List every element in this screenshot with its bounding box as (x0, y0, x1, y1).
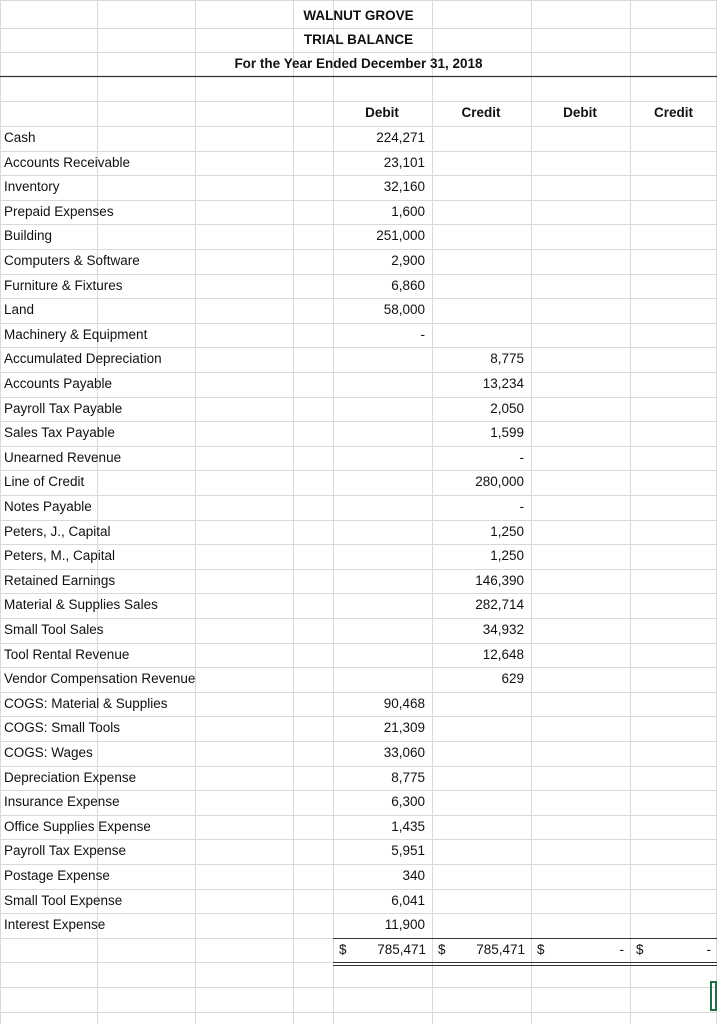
account-name: Unearned Revenue (4, 450, 122, 465)
debit-amount (333, 520, 425, 544)
debit-amount: 1,435 (391, 819, 425, 834)
debit-amount: 21,309 (383, 720, 425, 735)
credit-amount (432, 126, 524, 150)
currency-symbol: $ (537, 942, 545, 957)
account-name: Accumulated Depreciation (4, 351, 162, 366)
credit-amount (432, 889, 524, 913)
account-name: Furniture & Fixtures (4, 278, 123, 293)
total-cell (531, 938, 630, 962)
credit-amount: 282,714 (475, 597, 524, 612)
debit-amount (333, 446, 425, 470)
debit-amount (333, 397, 425, 421)
account-name: Insurance Expense (4, 794, 120, 809)
total-cell (630, 938, 717, 962)
debit-amount: 6,860 (391, 278, 425, 293)
debit-amount: 2,900 (391, 253, 425, 268)
credit-amount: 2,050 (490, 401, 524, 416)
credit-amount (432, 249, 524, 273)
debit-amount: 6,300 (391, 794, 425, 809)
account-name: Sales Tax Payable (4, 425, 115, 440)
account-name: Building (4, 228, 53, 243)
account-name: Cash (4, 130, 36, 145)
debit-amount (333, 618, 425, 642)
account-name: Line of Credit (4, 474, 85, 489)
account-name: Computers & Software (4, 253, 140, 268)
debit-amount (333, 569, 425, 593)
credit-amount (432, 151, 524, 175)
credit-amount: 146,390 (475, 573, 524, 588)
account-name: Retained Earnings (4, 573, 116, 588)
debit-amount: 224,271 (376, 130, 425, 145)
debit-amount (333, 593, 425, 617)
account-name: Land (4, 302, 35, 317)
credit-amount (432, 815, 524, 839)
debit-amount (333, 544, 425, 568)
account-name: Payroll Tax Payable (4, 401, 123, 416)
account-name: Material & Supplies Sales (4, 597, 158, 612)
debit-amount: 6,041 (391, 893, 425, 908)
total-amount: 785,471 (476, 942, 525, 957)
account-name: Small Tool Expense (4, 893, 123, 908)
total-amount: - (706, 942, 711, 957)
account-name: Tool Rental Revenue (4, 647, 130, 662)
account-name: COGS: Small Tools (4, 720, 121, 735)
company-title: WALNUT GROVE (303, 8, 414, 23)
credit-amount (432, 274, 524, 298)
account-name: Payroll Tax Expense (4, 843, 127, 858)
total-cell (333, 938, 432, 962)
account-name: Small Tool Sales (4, 622, 104, 637)
debit-amount: - (420, 327, 425, 342)
total-cell (432, 938, 531, 962)
total-amount: - (619, 942, 624, 957)
debit-amount (333, 667, 425, 691)
total-amount: 785,471 (377, 942, 426, 957)
header-debit-2: Debit (563, 105, 597, 120)
credit-amount: 34,932 (482, 622, 524, 637)
header-debit-1: Debit (365, 105, 399, 120)
debit-amount (333, 495, 425, 519)
debit-amount: 1,600 (391, 204, 425, 219)
credit-amount: 13,234 (482, 376, 524, 391)
account-name: Prepaid Expenses (4, 204, 114, 219)
credit-amount: 8,775 (490, 351, 524, 366)
account-name: COGS: Material & Supplies (4, 696, 168, 711)
debit-amount: 340 (402, 868, 425, 883)
debit-amount: 90,468 (383, 696, 425, 711)
debit-amount (333, 470, 425, 494)
credit-amount: 1,250 (490, 524, 524, 539)
currency-symbol: $ (636, 942, 644, 957)
account-name: Inventory (4, 179, 60, 194)
currency-symbol: $ (438, 942, 446, 957)
report-title: TRIAL BALANCE (303, 32, 414, 47)
account-name: Peters, J., Capital (4, 524, 111, 539)
credit-amount (432, 175, 524, 199)
report-period: For the Year Ended December 31, 2018 (234, 56, 483, 71)
debit-amount (333, 372, 425, 396)
debit-amount (333, 421, 425, 445)
currency-symbol: $ (339, 942, 347, 957)
debit-amount: 33,060 (383, 745, 425, 760)
account-name: Depreciation Expense (4, 770, 137, 785)
credit-amount: 280,000 (475, 474, 524, 489)
debit-amount: 5,951 (391, 843, 425, 858)
credit-amount (432, 323, 524, 347)
account-name: Accounts Receivable (4, 155, 131, 170)
credit-amount (432, 913, 524, 937)
account-name: Interest Expense (4, 917, 106, 932)
debit-amount: 23,101 (383, 155, 425, 170)
account-name: COGS: Wages (4, 745, 93, 760)
credit-amount (432, 864, 524, 888)
credit-amount (432, 839, 524, 863)
credit-amount: 1,250 (490, 548, 524, 563)
account-name: Vendor Compensation Revenue (4, 671, 196, 686)
account-name: Office Supplies Expense (4, 819, 151, 834)
credit-amount (432, 200, 524, 224)
credit-amount (432, 716, 524, 740)
credit-amount (432, 766, 524, 790)
credit-amount (432, 224, 524, 248)
credit-amount (432, 692, 524, 716)
debit-amount: 58,000 (383, 302, 425, 317)
header-credit-2: Credit (653, 105, 693, 120)
account-name: Notes Payable (4, 499, 92, 514)
debit-amount (333, 347, 425, 371)
debit-amount: 251,000 (376, 228, 425, 243)
credit-amount: 12,648 (482, 647, 524, 662)
account-name: Accounts Payable (4, 376, 113, 391)
credit-amount (432, 741, 524, 765)
debit-amount: 8,775 (391, 770, 425, 785)
credit-amount (432, 790, 524, 814)
credit-amount: 629 (501, 671, 524, 686)
debit-amount: 32,160 (383, 179, 425, 194)
debit-amount: 11,900 (384, 917, 425, 932)
credit-amount (432, 298, 524, 322)
credit-amount: - (519, 450, 524, 465)
account-name: Peters, M., Capital (4, 548, 116, 563)
credit-amount: - (519, 499, 524, 514)
credit-amount: 1,599 (490, 425, 524, 440)
debit-amount (333, 643, 425, 667)
header-credit-1: Credit (461, 105, 501, 120)
account-name: Machinery & Equipment (4, 327, 148, 342)
account-name: Postage Expense (4, 868, 110, 883)
